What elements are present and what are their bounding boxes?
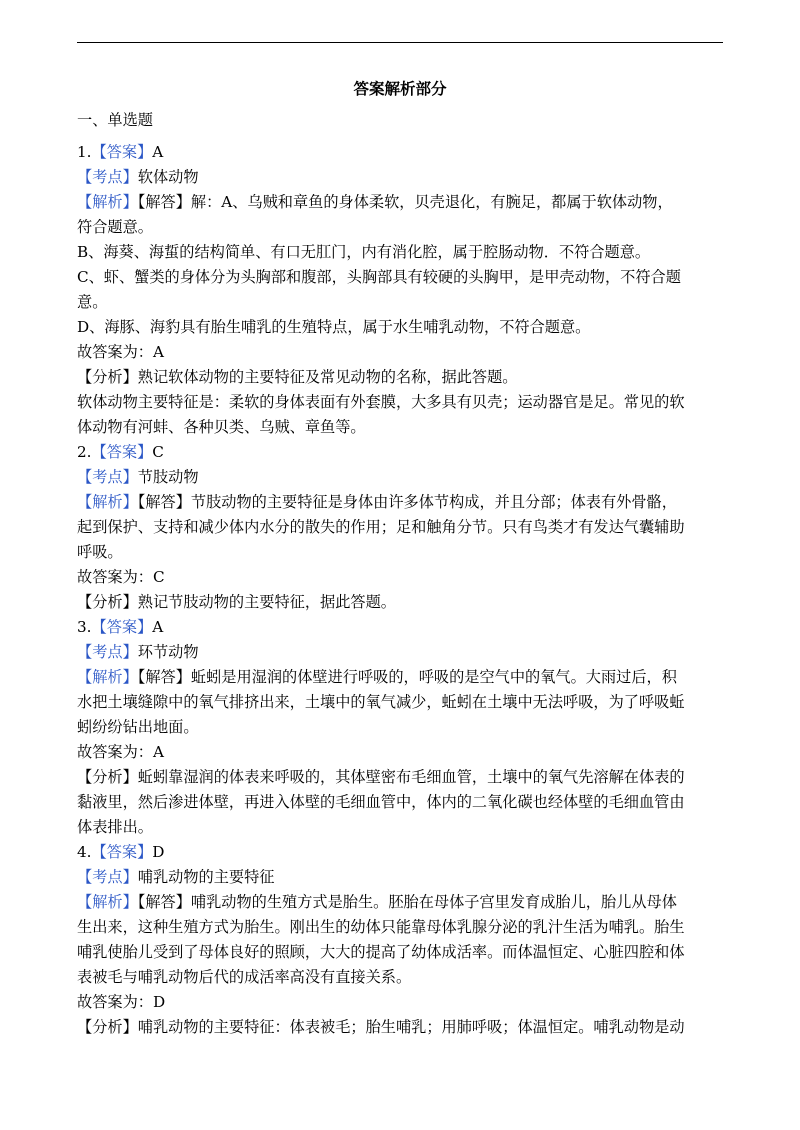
header-rule [77,42,723,43]
analysis-tag: 【解析】 [77,893,138,911]
explanation-text: D、海豚、海豹具有胎生哺乳的生殖特点，属于水生哺乳动物，不符合题意。 [77,318,591,336]
explanation-line [77,415,729,440]
explanation-text: 【解答】蚯蚓是用湿润的体壁进行呼吸的，呼吸的是空气中的氧气。大雨过后，积 [137,668,677,686]
explanation-line [77,765,729,790]
answer-line [77,840,729,865]
answer-tag: 【答案】 [91,143,153,161]
explanation-line [77,215,729,240]
question-list [77,140,729,1040]
explanation-line [77,915,729,940]
point-tag: 【考点】 [77,168,138,186]
explanation-line [77,715,729,740]
point-value: 哺乳动物的主要特征 [137,868,275,886]
answer-line [77,440,729,465]
point-tag: 【考点】 [77,643,138,661]
analysis-line [77,490,729,515]
explanation-text: 生出来，这种生殖方式为胎生。刚出生的幼体只能靠母体乳腺分泌的乳汁生活为哺乳。胎生 [77,918,685,936]
explanation-text: 起到保护、支持和减少体内水分的散失的作用；足和触角分节。只有鸟类才有发达气囊辅助 [77,518,685,536]
explanation-line [77,740,729,765]
explanation-line [77,1015,729,1040]
question-block [77,140,729,440]
answer-value: A [152,143,164,161]
explanation-line [77,565,729,590]
explanation-text: 意。 [77,293,108,311]
point-tag: 【考点】 [77,868,138,886]
explanation-text: 黏液里，然后渗进体壁，再进入体壁的毛细血管中，体内的二氧化碳也经体壁的毛细血管由 [77,793,685,811]
point-value: 环节动物 [137,643,199,661]
point-value: 节肢动物 [137,468,199,486]
explanation-text: 故答案为：C [77,568,165,586]
question-block [77,840,729,1040]
explanation-line [77,340,729,365]
answer-value: D [152,843,165,861]
analysis-line [77,665,729,690]
explanation-text: 【解答】节肢动物的主要特征是身体由许多体节构成，并且分部；体表有外骨骼， [137,493,677,511]
explanation-text: 表被毛与哺乳动物后代的成活率高没有直接关系。 [77,968,412,986]
explanation-line [77,390,729,415]
explanation-line [77,265,729,290]
explanation-line [77,690,729,715]
question-block [77,440,729,615]
analysis-line [77,190,729,215]
explanation-text: 【分析】熟记软体动物的主要特征及常见动物的名称，据此答题。 [77,368,518,386]
point-line [77,165,729,190]
answer-line [77,615,729,640]
point-line [77,465,729,490]
explanation-line [77,940,729,965]
point-line [77,865,729,890]
explanation-text: B、海葵、海蜇的结构简单、有口无肛门，内有消化腔，属于腔肠动物．不符合题意。 [77,243,651,261]
question-number: 1. [77,143,92,161]
explanation-text: 呼吸。 [77,543,123,561]
question-number: 2. [77,443,92,461]
explanation-line [77,515,729,540]
point-value: 软体动物 [137,168,199,186]
point-tag: 【考点】 [77,468,138,486]
analysis-tag: 【解析】 [77,193,138,211]
answer-tag: 【答案】 [91,618,153,636]
explanation-line [77,965,729,990]
explanation-line [77,990,729,1015]
explanation-text: 【分析】熟记节肢动物的主要特征，据此答题。 [77,593,396,611]
page-title: 答案解析部分 [353,79,447,98]
section-title: 一、单选题 [77,111,153,129]
explanation-text: 符合题意。 [77,218,153,236]
analysis-tag: 【解析】 [77,668,138,686]
answer-line [77,140,729,165]
answer-value: C [152,443,164,461]
question-number: 4. [77,843,92,861]
explanation-text: 【分析】哺乳动物的主要特征：体表被毛；胎生哺乳；用肺呼吸；体温恒定。哺乳动物是动 [77,1018,685,1036]
explanation-line [77,315,729,340]
analysis-line [77,890,729,915]
explanation-text: C、虾、蟹类的身体分为头胸部和腹部，头胸部具有较硬的头胸甲，是甲壳动物，不符合题 [77,268,681,286]
explanation-line [77,590,729,615]
explanation-line [77,815,729,840]
explanation-text: 【解答】解：A、乌贼和章鱼的身体柔软，贝壳退化，有腕足，都属于软体动物， [137,193,673,211]
explanation-text: 故答案为：D [77,993,166,1011]
explanation-text: 蚓纷纷钻出地面。 [77,718,199,736]
analysis-tag: 【解析】 [77,493,138,511]
explanation-line [77,540,729,565]
explanation-text: 体动物有河蚌、各种贝类、乌贼、章鱼等。 [77,418,366,436]
explanation-text: 软体动物主要特征是：柔软的身体表面有外套膜，大多具有贝壳；运动器官是足。常见的软 [77,393,685,411]
answer-value: A [152,618,164,636]
question-number: 3. [77,618,92,636]
explanation-text: 【分析】蚯蚓靠湿润的体表来呼吸的，其体壁密布毛细血管，土壤中的氧气先溶解在体表的 [77,768,685,786]
question-block [77,615,729,840]
explanation-line [77,790,729,815]
answer-content [77,76,729,1040]
explanation-text: 故答案为：A [77,743,164,761]
explanation-text: 体表排出。 [77,818,153,836]
answer-tag: 【答案】 [91,843,153,861]
explanation-text: 水把土壤缝隙中的氧气排挤出来，土壤中的氧气减少，蚯蚓在土壤中无法呼吸，为了呼吸蚯 [77,693,685,711]
explanation-text: 故答案为：A [77,343,164,361]
explanation-line [77,240,729,265]
explanation-text: 【解答】哺乳动物的生殖方式是胎生。胚胎在母体子宫里发育成胎儿，胎儿从母体 [137,893,677,911]
explanation-line [77,365,729,390]
explanation-line [77,290,729,315]
point-line [77,640,729,665]
answer-tag: 【答案】 [91,443,153,461]
explanation-text: 哺乳使胎儿受到了母体良好的照顾，大大的提高了幼体成活率。而体温恒定、心脏四腔和体 [77,943,685,961]
